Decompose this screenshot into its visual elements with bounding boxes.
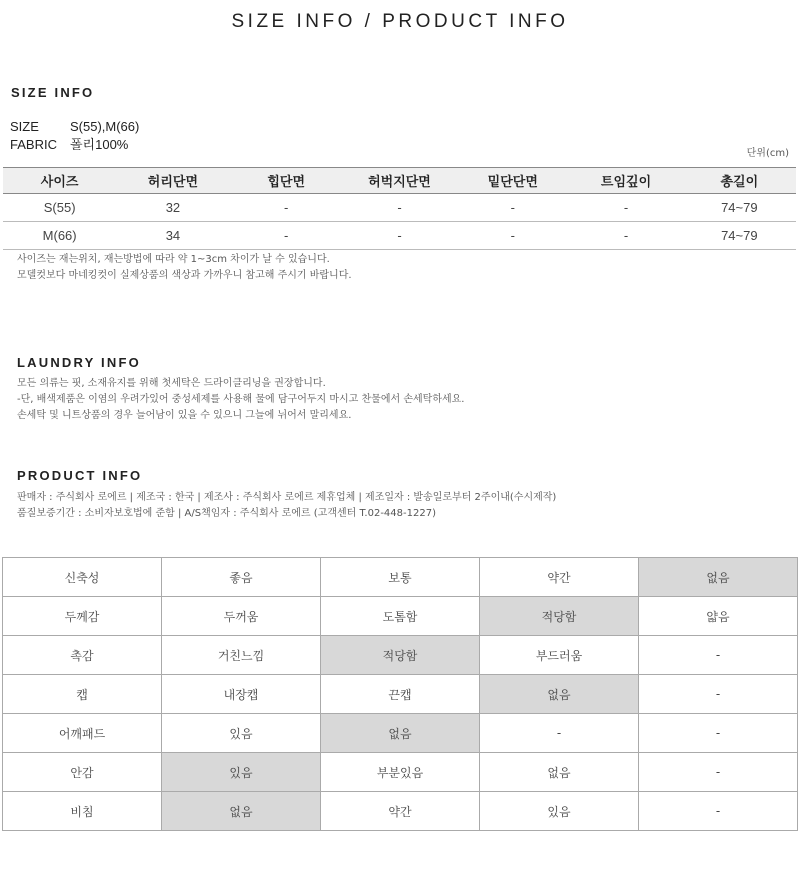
product-line: 품질보증기간 : 소비자보호법에 준함 | A/S책임자 : 주식회사 로에르 (고객센터 T.02-448-1227) xyxy=(17,508,436,519)
attribute-option: 없음 xyxy=(639,558,798,597)
size-note-line: 사이즈는 재는위치, 재는방법에 따라 약 1~3cm 차이가 날 수 있습니다. xyxy=(17,254,330,265)
attribute-option: 약간 xyxy=(480,558,639,597)
attribute-option: 있음 xyxy=(480,792,639,831)
size-note-line: 모델컷보다 마네킹컷이 실제상품의 색상과 가까우니 참고해 주시기 바랍니다. xyxy=(17,270,352,281)
size-cell: - xyxy=(343,194,456,222)
attribute-name: 촉감 xyxy=(3,636,162,675)
attribute-name: 캡 xyxy=(3,675,162,714)
attribute-option: - xyxy=(639,714,798,753)
attribute-option: 있음 xyxy=(162,714,321,753)
laundry-line: 손세탁 및 니트상품의 경우 늘어남이 있을 수 있으니 그늘에 뉘어서 말리세요. xyxy=(17,410,352,421)
attribute-option: 보통 xyxy=(321,558,480,597)
attribute-row xyxy=(3,714,798,753)
attribute-table xyxy=(2,557,798,831)
attribute-row xyxy=(3,675,798,714)
size-cell: - xyxy=(569,194,682,222)
size-info-heading: SIZE INFO xyxy=(11,85,95,100)
attribute-row xyxy=(3,597,798,636)
size-notes xyxy=(17,252,352,284)
size-col-header: 사이즈 xyxy=(3,168,116,194)
size-col-header: 총길이 xyxy=(683,168,796,194)
size-col-header: 허리단면 xyxy=(116,168,229,194)
size-cell: S(55) xyxy=(3,194,116,222)
attribute-option: 끈캡 xyxy=(321,675,480,714)
size-table-header-row xyxy=(3,168,796,194)
size-col-header: 힙단면 xyxy=(230,168,343,194)
table-row xyxy=(3,222,796,250)
attribute-name: 신축성 xyxy=(3,558,162,597)
attribute-row xyxy=(3,558,798,597)
size-col-header: 트임깊이 xyxy=(569,168,682,194)
attribute-option: 없음 xyxy=(162,792,321,831)
size-cell: M(66) xyxy=(3,222,116,250)
attribute-option: 부분있음 xyxy=(321,753,480,792)
size-value: S(55),M(66) xyxy=(70,119,140,134)
size-cell: - xyxy=(456,222,569,250)
attribute-option: - xyxy=(480,714,639,753)
attribute-option: 내장캡 xyxy=(162,675,321,714)
attribute-row xyxy=(3,636,798,675)
size-cell: - xyxy=(343,222,456,250)
size-cell: 74~79 xyxy=(683,194,796,222)
attribute-option: - xyxy=(639,636,798,675)
attribute-name: 두께감 xyxy=(3,597,162,636)
size-col-header: 밑단단면 xyxy=(456,168,569,194)
laundry-notes xyxy=(17,376,464,424)
attribute-name: 안감 xyxy=(3,753,162,792)
size-cell: - xyxy=(456,194,569,222)
attribute-option: 거친느낌 xyxy=(162,636,321,675)
table-row xyxy=(3,194,796,222)
laundry-line: 모든 의류는 핏, 소재유지를 위해 첫세탁은 드라이클리닝을 권장합니다. xyxy=(17,378,326,389)
attribute-name: 비침 xyxy=(3,792,162,831)
attribute-option: 있음 xyxy=(162,753,321,792)
attribute-option: 적당함 xyxy=(480,597,639,636)
size-cell: - xyxy=(230,194,343,222)
laundry-line: -단, 배색제품은 이염의 우려가있어 중성세제를 사용해 물에 담구어두지 마시고 찬물에서 손세탁하세요. xyxy=(17,394,465,405)
attribute-option: 없음 xyxy=(480,675,639,714)
attribute-option: 도톰함 xyxy=(321,597,480,636)
fabric-spec-row xyxy=(10,134,128,153)
attribute-row xyxy=(3,792,798,831)
product-notes xyxy=(17,490,556,522)
attribute-option: 없음 xyxy=(480,753,639,792)
attribute-option: 부드러움 xyxy=(480,636,639,675)
attribute-option: 얇음 xyxy=(639,597,798,636)
size-label: SIZE xyxy=(10,119,39,134)
fabric-label: FABRIC xyxy=(10,137,57,152)
size-cell: - xyxy=(230,222,343,250)
size-col-header: 허벅지단면 xyxy=(343,168,456,194)
unit-label: 단위(cm) xyxy=(746,148,789,159)
product-line: 판매자 : 주식회사 로에르 | 제조국 : 한국 | 제조사 : 주식회사 로에르 제휴업체 | 제조일자 : 발송일로부터 2주이내(수시제작) xyxy=(17,492,557,503)
size-spec-row xyxy=(10,119,139,135)
size-cell: 34 xyxy=(116,222,229,250)
product-info-heading: PRODUCT INFO xyxy=(17,468,143,483)
size-cell: - xyxy=(569,222,682,250)
attribute-option: - xyxy=(639,792,798,831)
attribute-row xyxy=(3,753,798,792)
size-cell: 74~79 xyxy=(683,222,796,250)
attribute-option: 약간 xyxy=(321,792,480,831)
page-title: SIZE INFO / PRODUCT INFO xyxy=(231,11,569,32)
attribute-option: - xyxy=(639,753,798,792)
size-table xyxy=(3,167,796,250)
attribute-option: 없음 xyxy=(321,714,480,753)
attribute-option: 적당함 xyxy=(321,636,480,675)
laundry-info-heading: LAUNDRY INFO xyxy=(17,355,141,370)
attribute-option: 좋음 xyxy=(162,558,321,597)
fabric-value: 폴리100% xyxy=(70,137,129,152)
attribute-option: 두꺼움 xyxy=(162,597,321,636)
attribute-option: - xyxy=(639,675,798,714)
size-cell: 32 xyxy=(116,194,229,222)
attribute-name: 어깨패드 xyxy=(3,714,162,753)
